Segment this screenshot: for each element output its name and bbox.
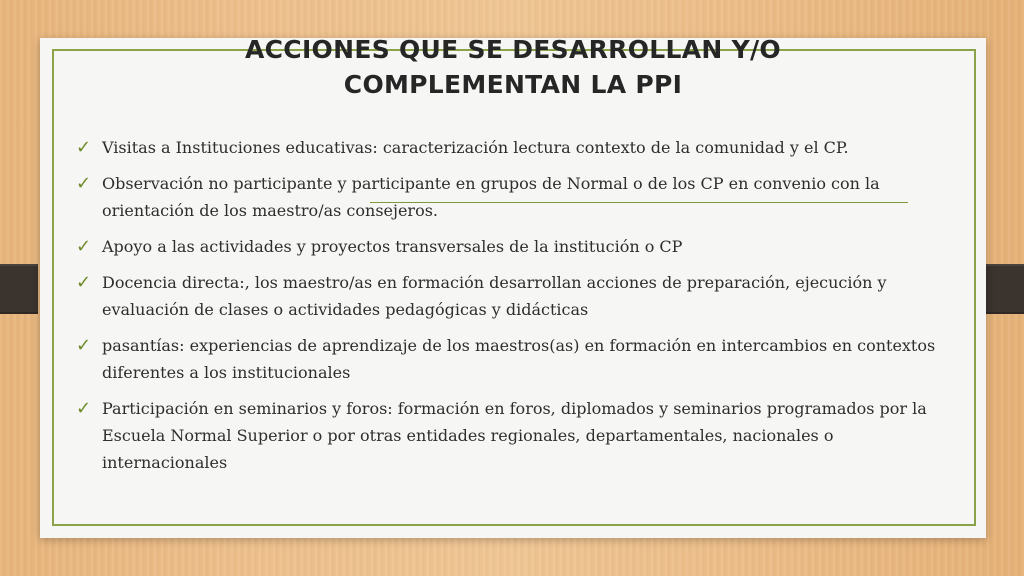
checkmark-icon: ✓ — [76, 137, 92, 158]
list-item — [74, 170, 944, 224]
title-line-2: COMPLEMENTAN LA PPI — [343, 70, 683, 99]
left-decor-bar — [0, 264, 38, 314]
checkmark-icon: ✓ — [76, 272, 92, 293]
checkmark-icon: ✓ — [76, 236, 92, 257]
checkmark-icon: ✓ — [76, 398, 92, 419]
checkmark-icon: ✓ — [76, 335, 92, 356]
list-item-text: pasantías: experiencias de aprendizaje de los maestros(as) en formación en intercambios en contextos diferentes a los institucionales — [102, 336, 936, 382]
list-item-text: Observación no participante y participante en grupos de Normal o de los CP en convenio con la orientación de los maestro/as consejeros. — [102, 174, 880, 220]
list-item — [74, 233, 944, 260]
list-item — [74, 269, 944, 323]
list-item-text: Participación en seminarios y foros: formación en foros, diplomados y seminarios programados por la Escuela Normal Superior o por otras entidades regionales, departamentales, nacionales o internacionales — [102, 399, 927, 472]
list-item — [74, 332, 944, 386]
list-item-text: Visitas a Instituciones educativas: caracterización lectura contexto de la comunidad y el CP. — [102, 138, 849, 157]
slide-title — [40, 32, 986, 102]
list-item-text: Apoyo a las actividades y proyectos transversales de la institución o CP — [102, 237, 683, 256]
title-line-1: ACCIONES QUE SE DESARROLLAN Y/O — [245, 35, 781, 64]
bullet-list — [74, 134, 944, 485]
slide-card — [40, 35, 986, 538]
checkmark-icon: ✓ — [76, 173, 92, 194]
list-item-text: Docencia directa:, los maestro/as en formación desarrollan acciones de preparación, ejecución y evaluación de clases o actividades pedagógicas y didácticas — [102, 273, 887, 319]
list-item — [74, 395, 944, 476]
list-item — [74, 134, 944, 161]
